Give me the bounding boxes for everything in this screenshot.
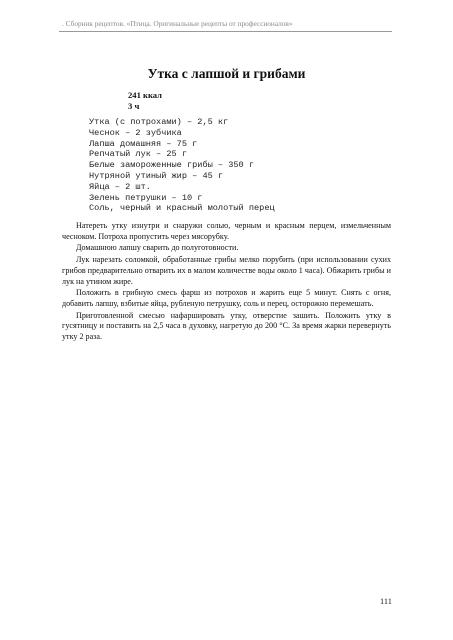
recipe-title: Утка с лапшой и грибами <box>147 66 306 81</box>
calories-label: 241 ккал <box>128 90 163 100</box>
running-header: . Сборник рецептов. «Птица. Оригинальные рецепты от профессионалов» <box>62 19 293 28</box>
instruction-paragraph: Приготовленной смесью нафаршировать утку, отверстие зашить. Положить утку в гусятницу и поставить на 2,5 часа в духовку, нагретую до 200 °С. За время жарки перевернуть утку 2 раза. <box>62 310 391 342</box>
header-divider <box>59 31 392 32</box>
instructions <box>62 221 391 344</box>
instruction-paragraph: Домашнюю лапшу сварить до полуготовности. <box>76 243 239 253</box>
cooking-time-label: 3 ч <box>128 101 140 111</box>
ingredients-list <box>89 117 275 214</box>
ingredient-item: Белые замороженные грибы – 350 г <box>89 160 255 171</box>
ingredient-item: Лапша домашняя – 75 г <box>89 138 198 149</box>
ingredient-item: Чеснок – 2 зубчика <box>89 127 182 138</box>
ingredient-item: Яйца – 2 шт. <box>89 181 151 192</box>
ingredient-item: Соль, черный и красный молотый перец <box>89 203 275 214</box>
ingredient-item: Нутряной утиный жир – 45 г <box>89 170 224 181</box>
recipe-stats <box>128 90 162 112</box>
instruction-paragraph: Натереть утку изнутри и снаружи солью, черным и красным перцем, измельченным чесноком. Потроха пропустить через мясорубку. <box>62 221 391 241</box>
ingredient-item: Утка (с потрохами) – 2,5 кг <box>89 117 229 127</box>
page-number: 111 <box>380 597 392 606</box>
ingredient-item: Зелень петрушки – 10 г <box>89 192 203 203</box>
ingredient-item: Репчатый лук – 25 г <box>89 149 187 160</box>
instruction-paragraph: Лук нарезать соломкой, обработанные грибы мелко порубить (при использовании сухих грибов предварительно отварить их в малом количестве воды около 1 часа). Обжарить грибы и лук на утином жире. <box>62 255 391 286</box>
instruction-paragraph: Положить в грибную смесь фарш из потрохов и жарить еще 5 минут. Снять с огня, добавить лапшу, взбитые яйца, рубленую петрушку, соль и перец, осторожно перемешать. <box>62 288 391 308</box>
